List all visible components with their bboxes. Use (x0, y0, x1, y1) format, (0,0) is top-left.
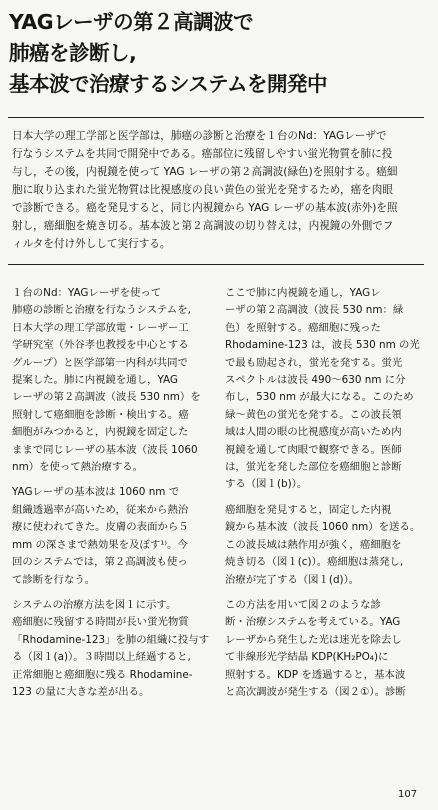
body-text-line: する（図１(b)）。 (225, 478, 308, 491)
body-text-line: グループ）と医学部第一内科が共同で (12, 356, 188, 369)
body-text-line: 学研究室（外谷孝也教授を中心とする (12, 339, 189, 352)
paragraph-gap (225, 494, 427, 502)
body-text-line: 療に使われてきた。皮膚の表面から５ (12, 521, 189, 534)
body-text-line: mm の深さまで熱効果を及ぼす¹⁾。今 (12, 538, 188, 551)
body-text-line: 「Rhodamine-123」を肺の組織に投与す (12, 633, 209, 646)
paragraph-gap (225, 589, 427, 597)
body-text-line: る（図１(a)）。３時間以上経過すると, (12, 651, 191, 664)
body-text-line: 照射する。KDP を透過すると，基本波 (225, 668, 406, 681)
body-text-line: 正常細胞と癌細胞に残る Rhodamine- (12, 668, 193, 681)
lead-line: 与し，その後，内視鏡を使って YAG レーザの第２高調波(緑色)を照射する。癌細 (12, 166, 398, 178)
lead-line: ィルタを付け外しして実行する。 (12, 238, 171, 250)
body-text-line: レーザから発生した光は迷光を除去し (225, 633, 402, 646)
body-text-line: ーザの第２高調波（波長 530 nm：緑 (225, 304, 404, 317)
lead-bottom-divider (8, 264, 424, 265)
body-text-line: この波長域は熱作用が強く，癌細胞を (225, 538, 402, 551)
body-text-line: レーザの第２高調波（波長 530 nm）を (12, 391, 201, 404)
headline-line-1: YAGレーザの第２高調波で (9, 10, 254, 34)
body-text-line: 治療が完了する（図１(d)）。 (225, 573, 360, 586)
body-text-line: 123 の量に大きな差が出る。 (12, 685, 150, 698)
top-divider (8, 117, 424, 118)
headline-line-2: 肺癌を診断し, (9, 41, 137, 65)
lead-line: 胞に取り込まれた蛍光物質は比視感度の良い黄色の蛍光を発するため，癌を肉眼 (12, 184, 393, 196)
body-text-line: と高次調波が発生する（図２①）。診断 (225, 685, 406, 698)
body-text-line: 癌細胞に残留する時間が長い蛍光物質 (12, 616, 189, 629)
body-text-line: 肺癌の診断と治療を行なうシステムを, (12, 304, 191, 317)
headline-line-3: 基本波で治療するシステムを開発中 (9, 72, 327, 96)
body-text-line: 鏡から基本波（波長 1060 nm）を送る。 (225, 521, 421, 534)
body-text-line: システムの治療方法を図１に示す。 (12, 598, 177, 611)
body-text-line: YAGレーザの基本波は 1060 nm で (12, 486, 180, 499)
lead-line: 日本大学の理工学部と医学部は，肺癌の診断と治療を１台のNd：YAGレーザで (12, 130, 387, 142)
headline (9, 7, 429, 100)
paragraph-gap (12, 476, 214, 484)
body-text-line: nm）を使って熱治療する。 (12, 461, 144, 474)
lead-line: で診断できる。癌を発見すると，同じ内視鏡から YAG レーザの基本波(赤外)を照 (12, 202, 398, 214)
body-text-line: 細胞がみつかると，内視鏡を固定した (12, 426, 189, 439)
body-text-line: 焼き切る（図１(c)）。癌細胞は蒸発し, (225, 556, 404, 569)
body-text-line: 視鏡を通して肉眼で観察できる。医師 (225, 443, 402, 456)
lead-line: 行なうシステムを共同で開発中である。癌部位に残留しやすい蛍光物質を肺に投 (12, 148, 393, 160)
body-text-line: で最も励起され，蛍光を発する。蛍光 (225, 356, 403, 369)
body-text-line: 域は人間の眼の比視感度が高いため内 (225, 426, 402, 439)
body-text-line: 断・治療システムを考えている。YAG (225, 616, 401, 629)
body-text-line: ここで肺に内視鏡を通し，YAGレ (225, 287, 381, 299)
body-text-line: ままで同じレーザの基本波（波長 1060 (12, 443, 198, 456)
body-text-line: 癌細胞を発見すると，固定した内視 (225, 503, 392, 516)
body-text-line: て非線形光学結晶 KDP(KH₂PO₄)に (225, 651, 389, 664)
paragraph-gap (12, 589, 214, 597)
body-text-line: Rhodamine-123 は，波長 530 nm の光 (225, 339, 420, 352)
page-number: 107 (398, 789, 418, 800)
lead-paragraph (12, 127, 424, 253)
body-text-line: 回のシステムでは，第２高調波も使っ (12, 556, 188, 569)
body-text-line: は，蛍光を発した部位を癌細胞と診断 (225, 461, 402, 474)
body-text-line: 提案した。肺に内視鏡を通し，YAG (12, 374, 178, 387)
lead-line: 射し，癌細胞を焼き切る。基本波と第２高調波の切り替えは，内視鏡の外側でフ (12, 220, 394, 232)
body-text-line: 色）を照射する。癌細胞に残った (225, 321, 381, 334)
body-text-line: １台のNd：YAGレーザを使って (12, 287, 162, 299)
body-text-line: 布し，530 nm が最大になる。このため (225, 391, 414, 404)
body-text-line: て診断を行なう。 (12, 573, 96, 586)
right-column (225, 285, 427, 701)
body-text-line: 日本大学の理工学部放電・レーザー工 (12, 321, 189, 334)
body-text-line: 照射して癌細胞を診断・検出する。癌 (12, 408, 189, 421)
body-text-line: 緑〜黄色の蛍光を発する。この波長領 (225, 408, 402, 421)
body-text-line: スペクトルは波長 490〜630 nm に分 (225, 374, 406, 387)
body-text-line: この方法を用いて図２のような診 (225, 598, 381, 611)
body-text-line: 組織透過率が高いため，従来から熱治 (12, 503, 189, 516)
left-column (12, 285, 214, 701)
